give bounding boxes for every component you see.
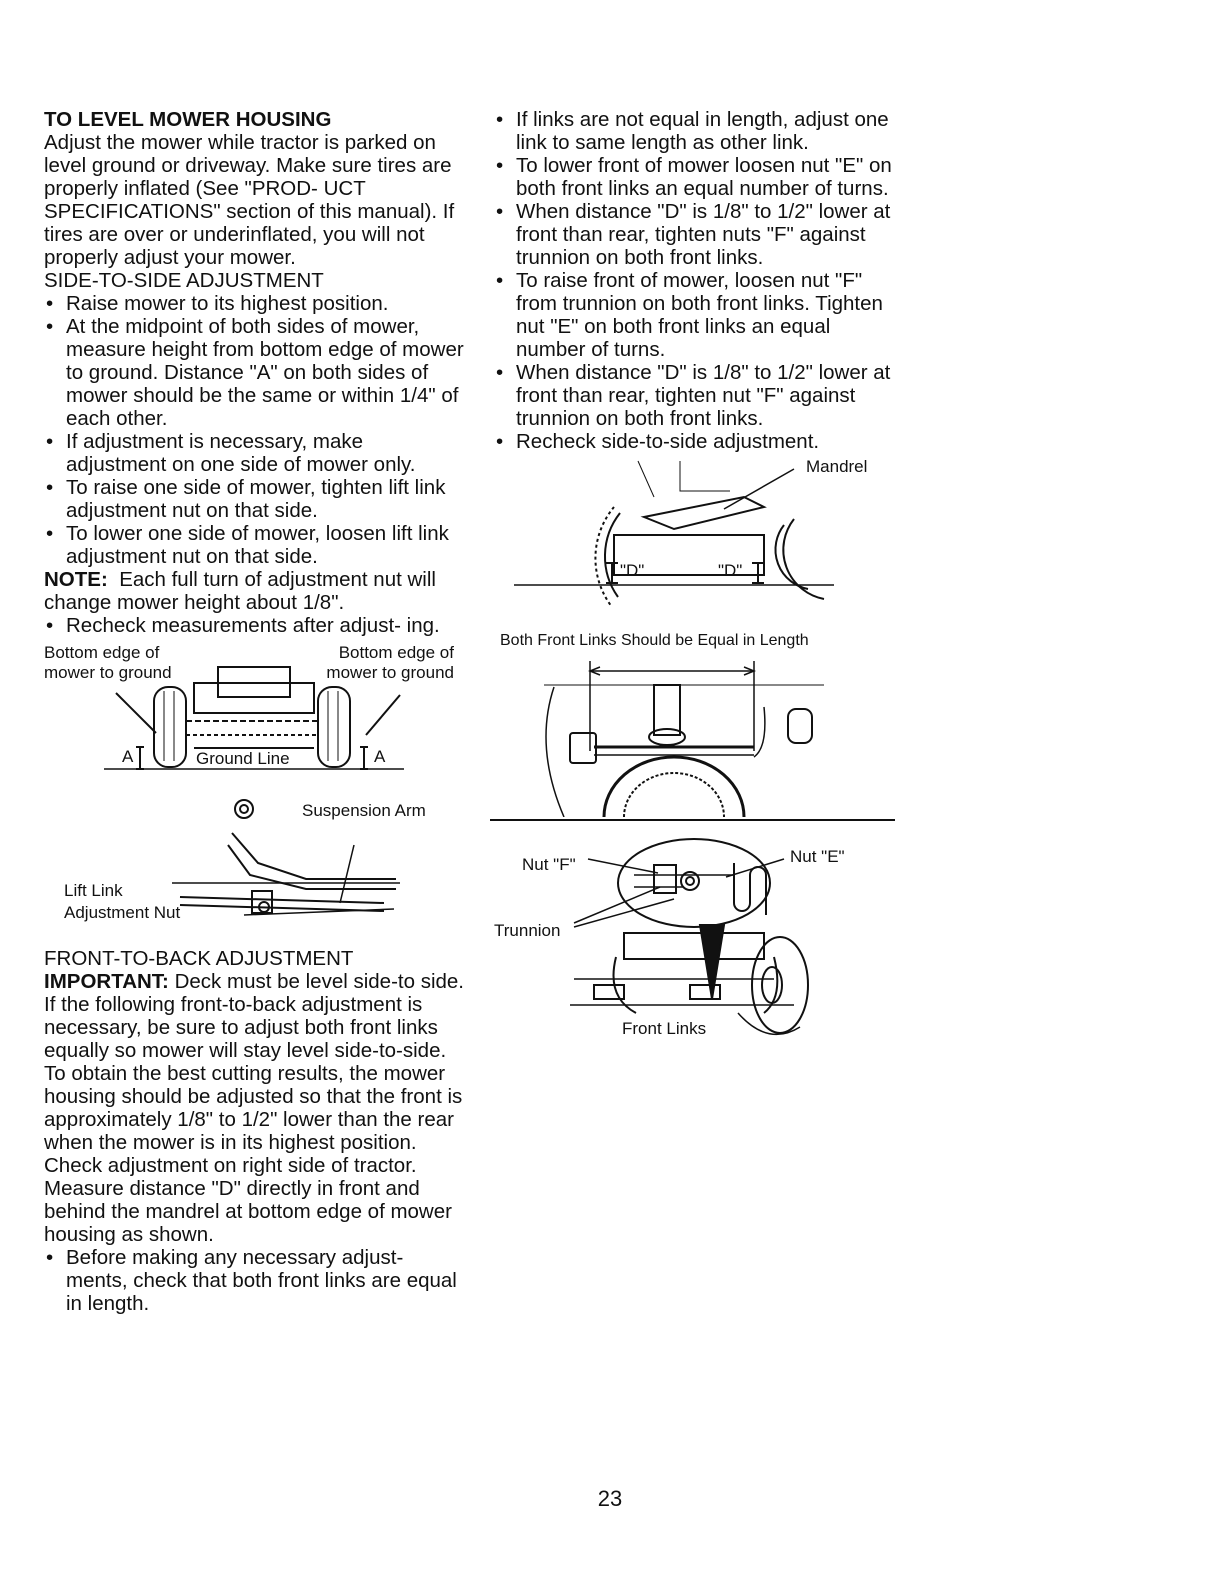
side-to-side-list bbox=[44, 292, 464, 568]
recheck-list bbox=[44, 614, 464, 637]
note bbox=[44, 568, 464, 614]
lift-link-label: Lift Link bbox=[64, 881, 123, 900]
note-label: NOTE: bbox=[44, 568, 108, 591]
important-label: IMPORTANT: bbox=[44, 970, 169, 993]
a-right-label: A bbox=[374, 747, 386, 766]
trunnion-label: Trunnion bbox=[494, 921, 561, 940]
suspension-arm-label: Suspension Arm bbox=[302, 801, 426, 820]
mandrel-label: Mandrel bbox=[806, 457, 868, 476]
adjustment-nut-label: Adjustment Nut bbox=[64, 903, 181, 922]
list-item: • Recheck side-to-side adjustment. bbox=[494, 430, 904, 453]
nut-e-label: Nut "E" bbox=[790, 847, 845, 866]
right-column bbox=[494, 108, 904, 1059]
list-item: • When distance "D" is 1/8" to 1/2" lower at front than rear, tighten nut "F" against trunnion on both front links. bbox=[494, 361, 904, 430]
page-number: 23 bbox=[597, 1486, 623, 1511]
list-item: • Raise mower to its highest position. bbox=[44, 292, 464, 315]
mandrel-figure bbox=[494, 457, 894, 607]
nut-f-label: Nut "F" bbox=[522, 855, 576, 874]
list-item: • To raise one side of mower, tighten lift link adjustment nut on that side. bbox=[44, 476, 464, 522]
best-results-paragraph: To obtain the best cutting results, the mower housing should be adjusted so that the front is approximately 1/8" to 1/2" lower than the rear when the mower is in its highest position. bbox=[44, 1062, 463, 1154]
note-text: Each full turn of adjustment nut will change mower height about 1/8". bbox=[44, 568, 436, 614]
nut-trunnion-figure bbox=[494, 829, 894, 1059]
check-adjustment-paragraph: Check adjustment on right side of tractor. Measure distance "D" directly in front and behind the mandrel at bottom edge of mower housing as shown. bbox=[44, 1154, 452, 1246]
a-left-label: A bbox=[122, 747, 134, 766]
link-length-drawing bbox=[494, 657, 894, 817]
list-item: • At the midpoint of both sides of mower, measure height from bottom edge of mower to ground. Distance "A" on both sides of mower should be the same or within 1/4" of each other. bbox=[44, 315, 464, 430]
d-front-label: "D" bbox=[620, 561, 645, 580]
lift-link-figure bbox=[44, 787, 454, 937]
important-text: Deck must be level side-to side. If the following front-to-back adjustment is necessary, be sure to adjust both front links equally so mower will stay level side-to-side. bbox=[44, 970, 464, 1062]
figure-divider bbox=[490, 819, 895, 821]
left-bottom-edge-label: Bottom edge of mower to ground bbox=[44, 643, 172, 682]
left-column bbox=[44, 108, 464, 1315]
mandrel-drawing bbox=[494, 457, 894, 607]
important-paragraph bbox=[44, 970, 464, 1062]
list-item: • To raise front of mower, loosen nut "F" from trunnion on both front links. Tighten nut "E" on both front links an equal number of turns. bbox=[494, 269, 904, 361]
ground-line-label: Ground Line bbox=[196, 749, 290, 768]
front-links-label: Front Links bbox=[622, 1019, 707, 1038]
list-item: • To lower front of mower loosen nut "E" on both front links an equal number of turns. bbox=[494, 154, 904, 200]
front-to-back-heading: FRONT-TO-BACK ADJUSTMENT bbox=[44, 947, 354, 970]
side-to-side-heading: SIDE-TO-SIDE ADJUSTMENT bbox=[44, 269, 324, 292]
list-item: • Recheck measurements after adjust- ing. bbox=[44, 614, 464, 637]
link-length-figure bbox=[494, 657, 894, 817]
front-link-list bbox=[494, 108, 904, 453]
list-item: • When distance "D" is 1/8" to 1/2" lower at front than rear, tighten nuts "F" against trunnion on both front links. bbox=[494, 200, 904, 269]
list-item: • Before making any necessary adjust- ments, check that both front links are equal in length. bbox=[44, 1246, 464, 1315]
front-to-back-list bbox=[44, 1246, 464, 1315]
list-item: • To lower one side of mower, loosen lift link adjustment nut on that side. bbox=[44, 522, 464, 568]
right-bottom-edge-label: Bottom edge of mower to ground bbox=[326, 643, 454, 682]
list-item: • If adjustment is necessary, make adjustment on one side of mower only. bbox=[44, 430, 464, 476]
list-item: • If links are not equal in length, adjust one link to same length as other link. bbox=[494, 108, 904, 154]
side-level-figure bbox=[44, 643, 454, 783]
front-links-caption: Both Front Links Should be Equal in Length bbox=[500, 632, 809, 649]
intro-paragraph: Adjust the mower while tractor is parked on level ground or driveway. Make sure tires are properly inflated (See "PROD- UCT SPECIFICATIONS" section of this manual). If tires are over or underinflated, you will not properly adjust your mower. bbox=[44, 131, 455, 269]
d-rear-label: "D" bbox=[718, 561, 743, 580]
section-heading: TO LEVEL MOWER HOUSING bbox=[44, 108, 332, 131]
